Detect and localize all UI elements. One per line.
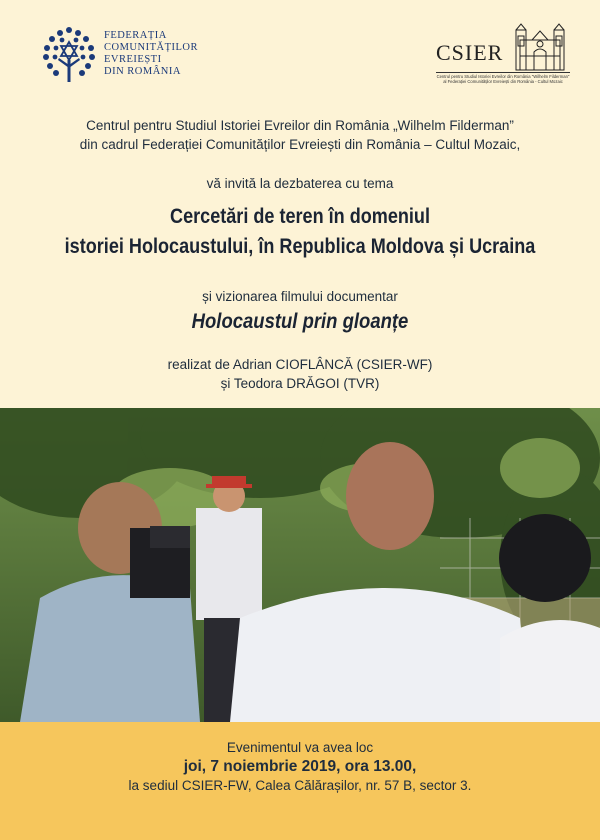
federation-line: EVREIEȘTI <box>104 54 162 65</box>
film-intro: și vizionarea filmului documentar <box>202 289 398 304</box>
debate-title <box>42 202 558 262</box>
organizer-text <box>0 116 600 154</box>
federation-line: DIN ROMÂNIA <box>104 66 181 77</box>
federation-line: FEDERAȚIA <box>104 30 167 41</box>
authors-line: realizat de Adrian CIOFLÂNCĂ (CSIER-WF) <box>167 357 433 372</box>
csier-wordmark: CSIER <box>436 40 504 65</box>
invitation-text: vă invită la dezbaterea cu tema <box>206 176 394 191</box>
federation-line: COMUNITĂȚILOR <box>104 42 198 53</box>
event-intro: Evenimentul va avea loc <box>226 740 374 755</box>
debate-title-line: Cercetări de teren în domeniul <box>170 205 430 228</box>
organizer-line: Centrul pentru Studiul Istoriei Evreilor din România „Wilhelm Filderman” <box>86 118 514 133</box>
csier-subtitle: Centrul pentru Studiul Istoriei Evreilor din România "Wilhelm Filderman" al Federației Comunităților Evreiești din România - Cultul Mozaic <box>436 74 570 84</box>
film-title: Holocaustul prin gloanțe <box>191 310 409 333</box>
authors-text <box>0 355 600 393</box>
authors-line: și Teodora DRĂGOI (TVR) <box>220 376 380 391</box>
organizer-line: din cadrul Federației Comunităților Evreiești din România – Cultul Mozaic, <box>79 137 521 152</box>
documentary-photo <box>0 408 600 722</box>
event-location: la sediul CSIER-FW, Calea Călărașilor, nr. 57 B, sector 3. <box>128 778 472 793</box>
debate-title-line: istoriei Holocaustului, în Republica Moldova și Ucraina <box>64 235 536 258</box>
event-date: joi, 7 noiembrie 2019, ora 13.00, <box>183 758 417 775</box>
menorah-tree-logo-icon <box>38 24 100 86</box>
federation-name <box>104 30 198 78</box>
